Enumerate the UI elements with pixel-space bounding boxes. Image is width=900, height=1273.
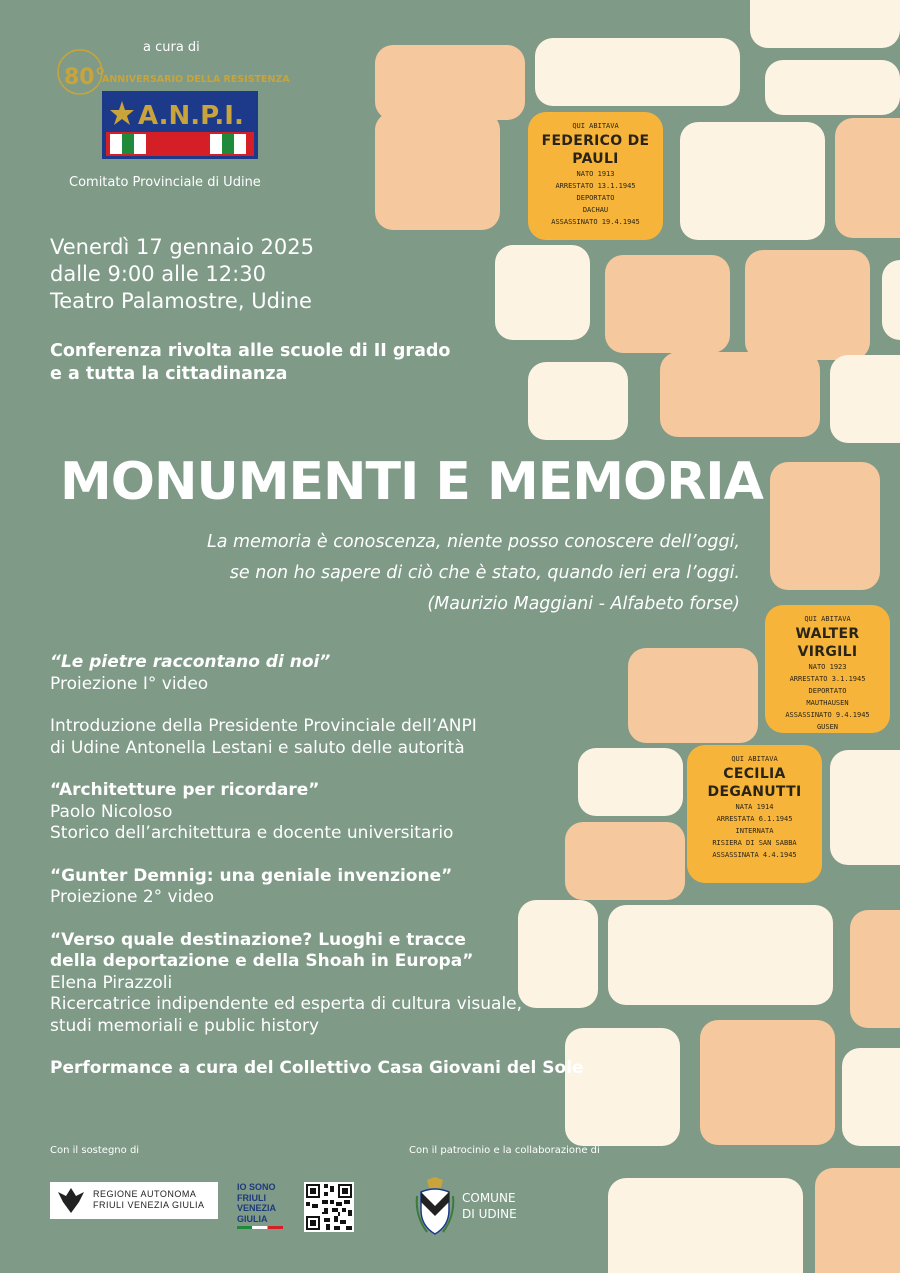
regione-text: [93, 1189, 205, 1211]
plaque-name: FEDERICO DE PAULI: [541, 133, 650, 167]
anpi-logo: [50, 46, 290, 164]
plaque-header: QUI ABITAVA: [804, 615, 851, 623]
conference-line: e a tutta la cittadinanza: [50, 364, 288, 384]
program-item-title: Performance a cura del Collettivo Casa Giovani del Sole: [50, 1058, 584, 1078]
program: [50, 652, 584, 1101]
program-item: [50, 780, 584, 845]
plaque-header: QUI ABITAVA: [731, 755, 778, 763]
anpi-80-text: 80°: [64, 65, 106, 90]
plaque-line: RISIERA DI SAN SABBA: [712, 839, 797, 847]
conference-description: [50, 340, 450, 386]
regione-line: REGIONE AUTONOMA: [93, 1189, 197, 1199]
qr-code[interactable]: [304, 1182, 354, 1232]
program-item-title: “Verso quale destinazione? Luoghi e tracce: [50, 929, 466, 950]
regione-line: FRIULI VENEZIA GIULIA: [93, 1200, 205, 1210]
plaque-line: ARRESTATO 13.1.1945: [555, 182, 636, 190]
quote: [207, 527, 740, 620]
stone: [535, 38, 740, 106]
program-item-line: Proiezione I° video: [50, 673, 209, 694]
plaque-line: INTERNATA: [735, 827, 774, 835]
stone: [850, 910, 900, 1028]
stone: [765, 60, 900, 115]
stone: [835, 118, 900, 238]
plaque-line: DEPORTATO: [808, 687, 847, 695]
stone: [528, 362, 628, 440]
main-title: MONUMENTI E MEMORIA: [60, 452, 763, 512]
eagle-icon: [52, 1182, 90, 1219]
program-item-line: Proiezione 2° video: [50, 887, 214, 907]
plaque-line: ARRESTATA 6.1.1945: [716, 815, 793, 823]
stone: [628, 648, 758, 743]
quote-line: se non ho sapere di ciò che è stato, quando ieri era l’oggi.: [229, 563, 740, 583]
program-item: [50, 652, 584, 695]
stone: [680, 122, 825, 240]
a-cura-di-label: a cura di: [143, 40, 200, 55]
fvg-line: GIULIA: [237, 1213, 268, 1224]
comune-udine-crest-icon: [413, 1176, 457, 1240]
stone: [605, 255, 730, 353]
support-label: Con il sostegno di: [50, 1145, 140, 1156]
plaque-line: NATO 1913: [576, 170, 615, 178]
fvg-line: FRIULI: [237, 1192, 266, 1203]
plaque-walter-virgili: [765, 605, 890, 733]
program-item-line: Elena Pirazzoli: [50, 972, 173, 993]
comune-udine-logo: [462, 1190, 517, 1222]
anpi-name-text: A.N.P.I.: [138, 101, 244, 131]
stone: [750, 0, 900, 48]
comitato-label: Comitato Provinciale di Udine: [69, 175, 261, 190]
plaque-line: ASSASSINATO 9.4.1945: [785, 711, 870, 719]
plaque-line: GUSEN: [816, 723, 839, 731]
program-item-line: Paolo Nicoloso: [50, 801, 173, 822]
quote-source: (Maurizio Maggiani - Alfabeto forse): [427, 594, 740, 614]
patrocinio-label: Con il patrocinio e la collaborazione di: [409, 1145, 600, 1156]
program-item: [50, 1058, 584, 1080]
plaque-line: MAUTHAUSEN: [806, 699, 849, 707]
program-item: [50, 716, 584, 759]
event-place: Teatro Palamostre, Udine: [50, 289, 312, 313]
stone: [375, 112, 500, 230]
stone: [882, 260, 900, 340]
anpi-anniversary-text: ANNIVERSARIO DELLA RESISTENZA: [102, 74, 290, 85]
plaque-header: QUI ABITAVA: [572, 122, 619, 130]
program-item-title: “Le pietre raccontano di noi”: [50, 652, 331, 672]
stone: [608, 1178, 803, 1273]
plaque-line: ASSASSINATO 19.4.1945: [551, 218, 640, 226]
stone: [608, 905, 833, 1005]
program-item-line: di Udine Antonella Lestani e saluto delle autorità: [50, 737, 465, 758]
fvg-line: IO SONO: [237, 1182, 276, 1192]
plaque-line: NATO 1923: [808, 663, 847, 671]
plaque-line: DACHAU: [582, 206, 609, 214]
plaque-line: DEPORTATO: [576, 194, 615, 202]
event-date: Venerdì 17 gennaio 2025: [50, 235, 314, 259]
stone: [495, 245, 590, 340]
stone: [745, 250, 870, 360]
io-sono-fvg-logo: [237, 1182, 283, 1229]
program-item-title: della deportazione e della Shoah in Europa”: [50, 951, 474, 971]
plaque-federico-de-pauli: [528, 112, 663, 240]
comune-line: COMUNE: [462, 1191, 516, 1205]
program-item-line: Storico dell’architettura e docente universitario: [50, 823, 454, 843]
quote-line: La memoria è conoscenza, niente posso conoscere dell’oggi,: [206, 532, 740, 552]
plaque-line: ASSASSINATA 4.4.1945: [712, 851, 797, 859]
event-info: [50, 234, 314, 315]
program-item-line: Ricercatrice indipendente ed esperta di cultura visuale,: [50, 994, 523, 1014]
plaque-line: NATA 1914: [735, 803, 774, 811]
flag-stripe: [237, 1226, 283, 1229]
plaque-name: CECILIA DEGANUTTI: [707, 766, 802, 800]
stone: [842, 1048, 900, 1146]
event-time: dalle 9:00 alle 12:30: [50, 262, 266, 286]
stone: [578, 748, 683, 816]
program-item-title: “Architetture per ricordare”: [50, 780, 320, 800]
stone: [375, 45, 525, 120]
program-item-line: studi memoriali e public history: [50, 1015, 320, 1036]
program-item: [50, 930, 584, 1038]
stone: [770, 462, 880, 590]
comune-line: DI UDINE: [462, 1207, 517, 1221]
plaque-name: WALTER VIRGILI: [795, 626, 860, 660]
stone: [815, 1168, 900, 1273]
program-item: [50, 866, 584, 909]
program-item-line: Introduzione della Presidente Provinciale dell’ANPI: [50, 716, 477, 736]
stone: [830, 355, 900, 443]
regione-fvg-logo: [50, 1182, 218, 1219]
plaque-cecilia-deganutti: [687, 745, 822, 883]
stone: [660, 352, 820, 437]
conference-line: Conferenza rivolta alle scuole di II grado: [50, 341, 451, 361]
plaque-line: ARRESTATO 3.1.1945: [789, 675, 866, 683]
program-item-title: “Gunter Demnig: una geniale invenzione”: [50, 865, 453, 886]
stone: [830, 750, 900, 865]
stone: [700, 1020, 835, 1145]
fvg-line: VENEZIA: [237, 1203, 277, 1213]
